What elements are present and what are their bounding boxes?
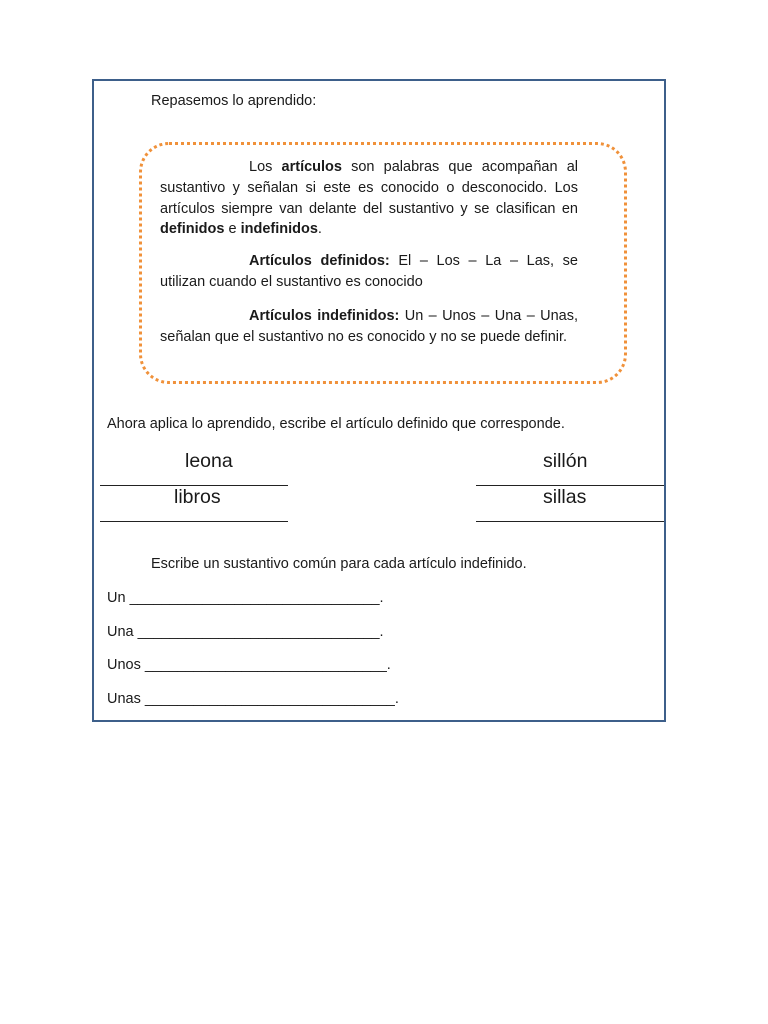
fill-item-unas[interactable]: Unas _______________________________. bbox=[107, 691, 399, 707]
word-sillas: sillas bbox=[543, 486, 587, 508]
term-definidos: definidos bbox=[160, 221, 225, 238]
term-articulos: artículos bbox=[281, 159, 342, 175]
text: Un – Unos – Una – Unas, señalan que el sustantivo no es conocido y no se puede definir. bbox=[160, 308, 578, 345]
word-libros: libros bbox=[174, 486, 221, 508]
fill-item-unos[interactable]: Unos ______________________________. bbox=[107, 657, 391, 673]
exercise1-instruction: Ahora aplica lo aprendido, escribe el artículo definido que corresponde. bbox=[107, 416, 565, 432]
fill-item-una[interactable]: Una ______________________________. bbox=[107, 624, 384, 640]
intro-heading: Repasemos lo aprendido: bbox=[151, 93, 317, 109]
term-articulos-definidos: Artículos definidos: bbox=[249, 253, 390, 269]
exercise2-instruction: Escribe un sustantivo común para cada artículo indefinido. bbox=[151, 556, 527, 572]
answer-line-leona[interactable] bbox=[100, 485, 288, 486]
word-leona: leona bbox=[185, 450, 233, 472]
text: Los bbox=[249, 159, 282, 175]
answer-line-sillon[interactable] bbox=[476, 485, 664, 486]
concept-paragraph-indefinidos bbox=[160, 306, 578, 348]
concept-paragraph-articles bbox=[160, 157, 578, 240]
concept-paragraph-definidos bbox=[160, 251, 578, 293]
text: son palabras que acompañan al sustantivo y señalan si este es conocido o desconocido. Los artículos siempre van delante del sustantivo y se clasifican en bbox=[160, 159, 578, 217]
term-indefinidos: indefinidos bbox=[240, 221, 318, 238]
text: El – Los – La – Las, se utilizan cuando el sustantivo es conocido bbox=[160, 253, 578, 290]
term-articulos-indefinidos: Artículos indefinidos: bbox=[249, 308, 400, 324]
text: . bbox=[317, 221, 322, 238]
word-sillon: sillón bbox=[543, 450, 588, 472]
fill-item-un[interactable]: Un _______________________________. bbox=[107, 590, 384, 606]
answer-line-libros[interactable] bbox=[100, 521, 288, 522]
text: e bbox=[224, 221, 241, 238]
answer-line-sillas[interactable] bbox=[476, 521, 664, 522]
